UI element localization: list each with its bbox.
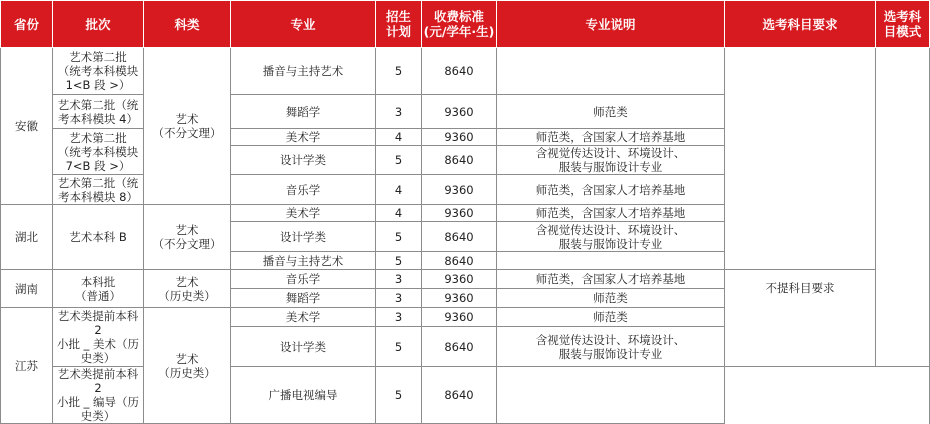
category-cell: 艺术 （历史类） (144, 308, 231, 424)
fee-cell: 9360 (422, 289, 497, 308)
hunan-subject-requirement: 不提科目要求 (726, 270, 875, 307)
province-cell: 江苏 (1, 308, 53, 424)
quota-cell: 4 (376, 175, 422, 205)
fee-cell: 9360 (422, 129, 497, 146)
quota-cell: 4 (376, 129, 422, 146)
batch-cell: 艺术本科 B (53, 205, 144, 270)
fee-cell: 8640 (422, 327, 497, 367)
batch-cell: 艺术第二批（统 考本科模块 4） (53, 95, 144, 129)
header-major: 专业 (231, 1, 376, 48)
category-cell: 艺术 （历史类） (144, 270, 231, 308)
major-cell: 美术学 (231, 308, 376, 327)
quota-cell: 5 (376, 367, 422, 424)
fee-cell: 8640 (422, 146, 497, 175)
header-batch: 批次 (53, 1, 144, 48)
description-cell: 师范类，含国家人才培养基地 (497, 270, 725, 289)
table-row (1, 48, 930, 95)
description-cell: 师范类 (497, 289, 725, 308)
fee-cell: 9360 (422, 205, 497, 222)
fee-cell: 9360 (422, 95, 497, 129)
fee-cell: 8640 (422, 222, 497, 252)
major-cell: 美术学 (231, 205, 376, 222)
header-description: 专业说明 (497, 1, 725, 48)
quota-cell: 3 (376, 308, 422, 327)
batch-cell: 艺术第二批（统 考本科模块 8） (53, 175, 144, 205)
major-cell: 设计学类 (231, 222, 376, 252)
description-cell: 师范类，含国家人才培养基地 (497, 175, 725, 205)
fee-cell: 9360 (422, 175, 497, 205)
major-cell: 广播电视编导 (231, 367, 376, 424)
fee-cell: 9360 (422, 308, 497, 327)
header-row (1, 1, 930, 48)
description-cell: 含视觉传达设计、环境设计、 服装与服饰设计专业 (497, 146, 725, 175)
province-cell: 湖北 (1, 205, 53, 270)
category-cell: 艺术 （不分文理） (144, 48, 231, 205)
quota-cell: 3 (376, 95, 422, 129)
header-subject-mode: 选考科 目模式 (876, 1, 930, 48)
major-cell: 播音与主持艺术 (231, 48, 376, 95)
major-cell: 舞蹈学 (231, 95, 376, 129)
table-row (1, 367, 930, 424)
batch-cell: 艺术类提前本科 2 小批 _ 编导（历史类） (53, 367, 144, 424)
category-cell: 艺术 （不分文理） (144, 205, 231, 270)
description-cell: 含视觉传达设计、环境设计、 服装与服饰设计专业 (497, 327, 725, 367)
batch-cell: 艺术类提前本科 2 小批 _ 美术（历史类） (53, 308, 144, 367)
batch-cell: 本科批 （普通） (53, 270, 144, 308)
quota-cell: 3 (376, 289, 422, 308)
header-province: 省份 (1, 1, 53, 48)
major-cell: 音乐学 (231, 270, 376, 289)
header-fee: 收费标准 (元/学年·生) (422, 1, 497, 48)
header-quota: 招生 计划 (376, 1, 422, 48)
description-cell: 含视觉传达设计、环境设计、 服装与服饰设计专业 (497, 222, 725, 252)
description-cell: 师范类，含国家人才培养基地 (497, 129, 725, 146)
description-cell (497, 367, 725, 424)
quota-cell: 4 (376, 205, 422, 222)
description-cell: 师范类，含国家人才培养基地 (497, 205, 725, 222)
major-cell: 音乐学 (231, 175, 376, 205)
major-cell: 播音与主持艺术 (231, 252, 376, 270)
divider-line (725, 269, 876, 270)
province-cell: 安徽 (1, 48, 53, 205)
major-cell: 舞蹈学 (231, 289, 376, 308)
major-cell: 美术学 (231, 129, 376, 146)
header-category: 科类 (144, 1, 231, 48)
description-cell: 师范类 (497, 308, 725, 327)
major-cell: 设计学类 (231, 327, 376, 367)
quota-cell: 5 (376, 146, 422, 175)
subject-mode-cell (876, 48, 930, 367)
quota-cell: 5 (376, 252, 422, 270)
fee-cell: 8640 (422, 367, 497, 424)
quota-cell: 5 (376, 327, 422, 367)
description-cell (497, 252, 725, 270)
major-cell: 设计学类 (231, 146, 376, 175)
description-cell: 师范类 (497, 95, 725, 129)
batch-cell: 艺术第二批 （统考本科模块 1<B 段 >） (53, 48, 144, 95)
quota-cell: 5 (376, 222, 422, 252)
fee-cell: 9360 (422, 270, 497, 289)
description-cell (497, 48, 725, 95)
batch-cell: 艺术第二批 （统考本科模块 7<B 段 >） (53, 129, 144, 175)
subject-requirement-cell (725, 48, 876, 367)
header-subject-requirement: 选考科目要求 (725, 1, 876, 48)
fee-cell: 8640 (422, 252, 497, 270)
quota-cell: 5 (376, 48, 422, 95)
quota-cell: 3 (376, 270, 422, 289)
province-cell: 湖南 (1, 270, 53, 308)
fee-cell: 8640 (422, 48, 497, 95)
